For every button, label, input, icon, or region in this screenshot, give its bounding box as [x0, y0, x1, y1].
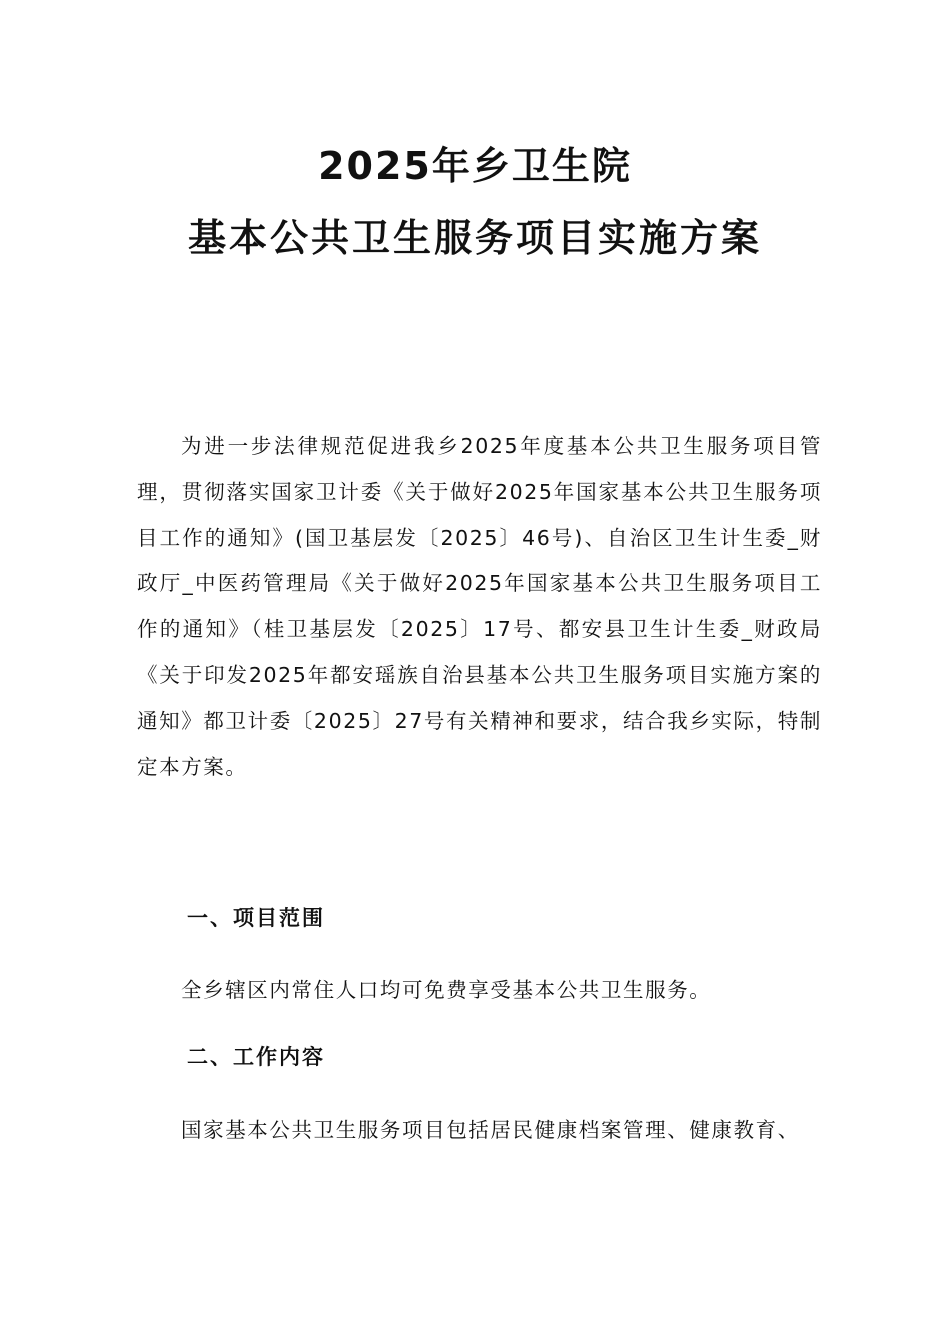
section-paragraph-scope: 全乡辖区内常住人口均可免费享受基本公共卫生服务。: [181, 978, 712, 1002]
document-title-line-2: 基本公共卫生服务项目实施方案: [187, 216, 762, 260]
document-title-line-1: 2025年乡卫生院: [318, 144, 632, 188]
section-heading-content: 二、工作内容: [187, 1045, 325, 1069]
section-paragraph-content: 国家基本公共卫生服务项目包括居民健康档案管理、健康教育、: [181, 1118, 800, 1142]
section-heading-scope: 一、项目范围: [187, 906, 325, 930]
intro-paragraph: 为进一步法律规范促进我乡2025年度基本公共卫生服务项目管理，贯彻落实国家卫计委《关于做好2025年国家基本公共卫生服务项目工作的通知》(国卫基层发〔2025〕46号)、自治区卫生计生委_财政厅_中医药管理局《关于做好2025年国家基本公共卫生服务项目工作的通知》（桂卫基层发〔2025〕17号、都安县卫生计生委_财政局《关于印发2025年都安瑶族自治县基本公共卫生服务项目实施方案的通知》都卫计委〔2025〕27号有关精神和要求，结合我乡实际，特制定本方案。: [137, 434, 822, 779]
